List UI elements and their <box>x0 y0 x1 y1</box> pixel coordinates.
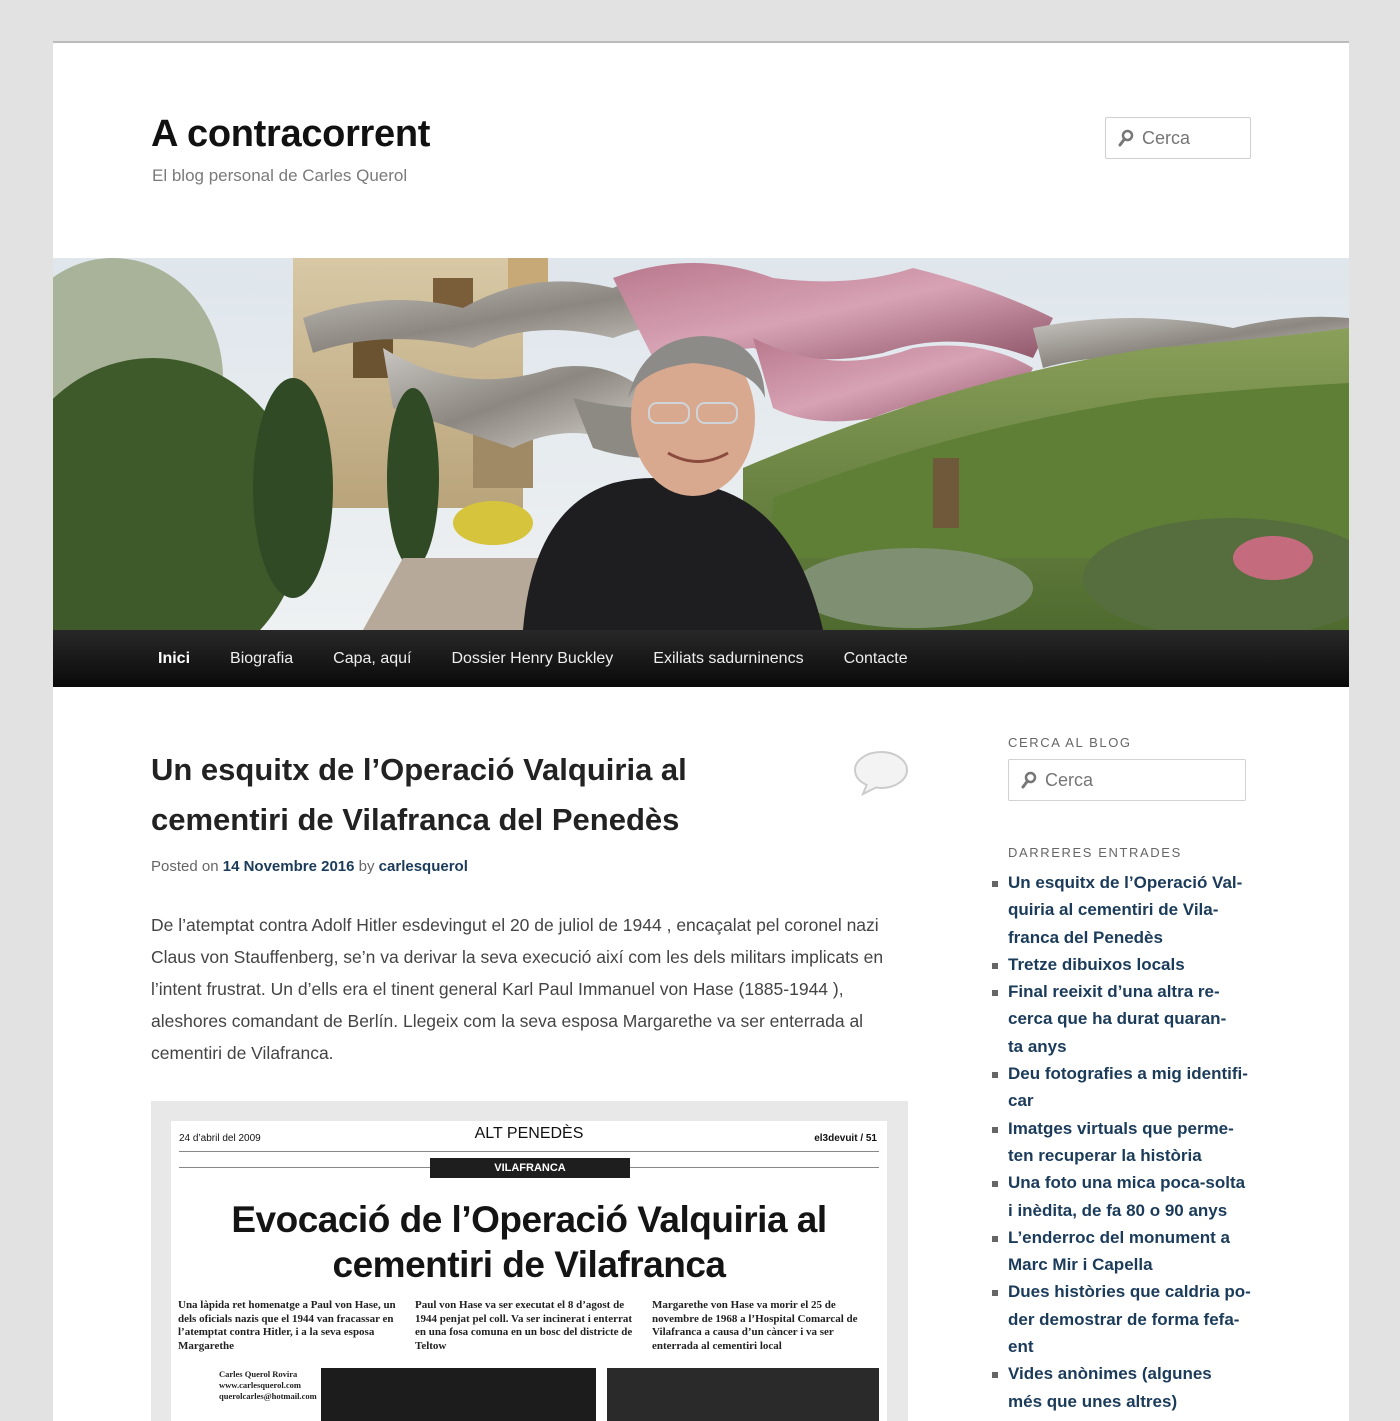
recent-posts-widget-title: DARRERES ENTRADES <box>1008 845 1182 860</box>
recent-post-link[interactable]: Una foto una mica poca-solta <box>1008 1173 1246 1193</box>
newspaper-headline-line: cementiri de Vilafranca <box>332 1244 726 1285</box>
bullet-icon <box>992 1127 998 1133</box>
newspaper-clipping-image[interactable] <box>151 1101 908 1421</box>
nav-item-contacte[interactable]: Contacte <box>843 649 908 667</box>
newspaper-page <box>171 1121 887 1421</box>
list-item <box>1008 1360 1268 1415</box>
newspaper-byline <box>219 1369 317 1402</box>
post-author-link[interactable]: carlesquerol <box>378 858 468 875</box>
newspaper-section: ALT PENEDÈS <box>474 1125 584 1142</box>
bullet-icon <box>992 990 998 996</box>
list-item <box>1008 1060 1268 1115</box>
list-item <box>1008 1278 1268 1360</box>
recent-posts-list <box>1008 869 1268 1415</box>
sidebar-search-input[interactable] <box>1045 770 1225 791</box>
search-icon <box>1021 771 1037 789</box>
site-description: El blog personal de Carles Querol <box>152 166 408 185</box>
site-title[interactable]: A contracorrent <box>151 113 431 155</box>
recent-post-link[interactable]: cerca que ha durat quaran- <box>1008 1009 1227 1029</box>
bullet-icon <box>992 963 998 969</box>
posted-on-label: Posted on <box>151 858 219 875</box>
recent-post-link[interactable]: L’enderroc del monument a <box>1008 1227 1230 1247</box>
bullet-icon <box>992 1072 998 1078</box>
newspaper-headline <box>171 1197 887 1287</box>
recent-post-link[interactable]: ta anys <box>1008 1036 1067 1056</box>
recent-post-link[interactable]: Marc Mir i Capella <box>1008 1255 1153 1275</box>
newspaper-byline-name: Carles Querol Rovira <box>219 1369 298 1379</box>
list-item <box>1008 869 1268 951</box>
sidebar-search-box[interactable] <box>1008 759 1246 801</box>
recent-post-link[interactable]: quiria al cementiri de Vila- <box>1008 900 1219 920</box>
recent-post-link[interactable]: franca del Penedès <box>1008 927 1163 947</box>
recent-post-link[interactable]: ent <box>1008 1337 1034 1357</box>
newspaper-page-number: el3devuit / 51 <box>814 1133 877 1144</box>
bullet-icon <box>992 1372 998 1378</box>
list-item <box>1008 1115 1268 1170</box>
nav-item-inici[interactable]: Inici <box>158 649 191 667</box>
header-banner-image[interactable] <box>53 258 1349 630</box>
bullet-icon <box>992 881 998 887</box>
recent-post-link[interactable]: der demostrar de forma fefa- <box>1008 1309 1240 1329</box>
list-item <box>1008 978 1268 1060</box>
recent-post-link[interactable]: més que unes altres) <box>1008 1391 1178 1411</box>
newspaper-column-1: Una làpida ret homenatge a Paul von Hase, un dels oficials nazis que el 1944 van fracassar en l’atemptat contra Hitler, i a la seva esposa Margarethe <box>178 1299 396 1352</box>
recent-post-link[interactable]: Un esquitx de l’Operació Val- <box>1008 873 1243 892</box>
post-date-link[interactable]: 14 Novembre 2016 <box>222 858 355 875</box>
recent-post-link[interactable]: i inèdita, de fa 80 o 90 anys <box>1008 1200 1228 1220</box>
recent-post-link[interactable]: car <box>1008 1091 1034 1111</box>
bullet-icon <box>992 1181 998 1187</box>
nav-item-dossier-henry-buckley[interactable]: Dossier Henry Buckley <box>451 649 614 667</box>
comment-bubble-icon[interactable] <box>853 750 909 796</box>
newspaper-column-2: Paul von Hase va ser executat el 8 d’agost de 1944 penjat pel coll. Va ser incinerat i enterrat en una fosa comuna en un bosc del districte de Teltow <box>415 1299 633 1352</box>
newspaper-photo <box>607 1368 879 1421</box>
post-title[interactable]: Un esquitx de l’Operació Valquiria al cementiri de Vilafranca del Penedès <box>151 752 687 837</box>
nav-item-exiliats-sadurninencs[interactable]: Exiliats sadurninencs <box>653 649 804 667</box>
recent-post-link[interactable]: Vides anònimes (algunes <box>1008 1364 1212 1384</box>
recent-post-link[interactable]: Imatges virtuals que perme- <box>1008 1118 1234 1138</box>
by-label: by <box>358 858 375 875</box>
recent-post-link[interactable]: Final reeixit d’una altra re- <box>1008 982 1220 1002</box>
newspaper-rule <box>179 1151 879 1152</box>
newspaper-photo <box>321 1368 596 1421</box>
bullet-icon <box>992 1290 998 1296</box>
nav-item-capa-aqui[interactable]: Capa, aquí <box>333 649 412 667</box>
newspaper-byline-mail: querolcarles@hotmail.com <box>219 1391 317 1401</box>
recent-post-link[interactable]: ten recuperar la història <box>1008 1145 1202 1165</box>
post-meta <box>151 858 468 875</box>
recent-post-link[interactable]: Tretze dibuixos locals <box>1008 954 1185 974</box>
list-item <box>1008 1169 1268 1224</box>
newspaper-date: 24 d’abril del 2009 <box>179 1133 261 1144</box>
recent-post-link[interactable]: Dues històries que caldria po- <box>1008 1282 1251 1302</box>
nav-item-biografia[interactable]: Biografia <box>230 649 294 667</box>
newspaper-column-3: Margarethe von Hase va morir el 25 de novembre de 1968 a l’Hospital Comarcal de Vilafranca a causa d’un càncer i va ser enterrada al cementiri local <box>652 1299 858 1352</box>
header-search-input[interactable] <box>1142 128 1232 149</box>
recent-post-link[interactable]: Deu fotografies a mig identifi- <box>1008 1064 1248 1084</box>
list-item <box>1008 951 1268 978</box>
newspaper-headline-line: Evocació de l’Operació Valquiria al <box>231 1199 827 1240</box>
page-container <box>53 41 1349 1421</box>
bullet-icon <box>992 1236 998 1242</box>
search-icon <box>1118 129 1134 147</box>
post-body: De l’atemptat contra Adolf Hitler esdevingut el 20 de juliol de 1944 , encaçalat pel coronel nazi Claus von Stauffenberg, se’n va derivar la seva execució així com les dels militars implicats en l’intent frustrat. Un d’ells era el tinent general Karl Paul Immanuel von Hase (1885-1944 ), aleshores comandant de Berlín. Llegeix com la seva esposa Margarethe va ser enterrada al cementiri de Vilafranca. <box>151 915 884 1063</box>
search-widget-title: CERCA AL BLOG <box>1008 735 1132 750</box>
newspaper-byline-web: www.carlesquerol.com <box>219 1380 301 1390</box>
newspaper-tag: VILAFRANCA <box>430 1158 630 1178</box>
main-navigation <box>53 630 1349 687</box>
header-search-box[interactable] <box>1105 117 1251 159</box>
list-item <box>1008 1224 1268 1279</box>
